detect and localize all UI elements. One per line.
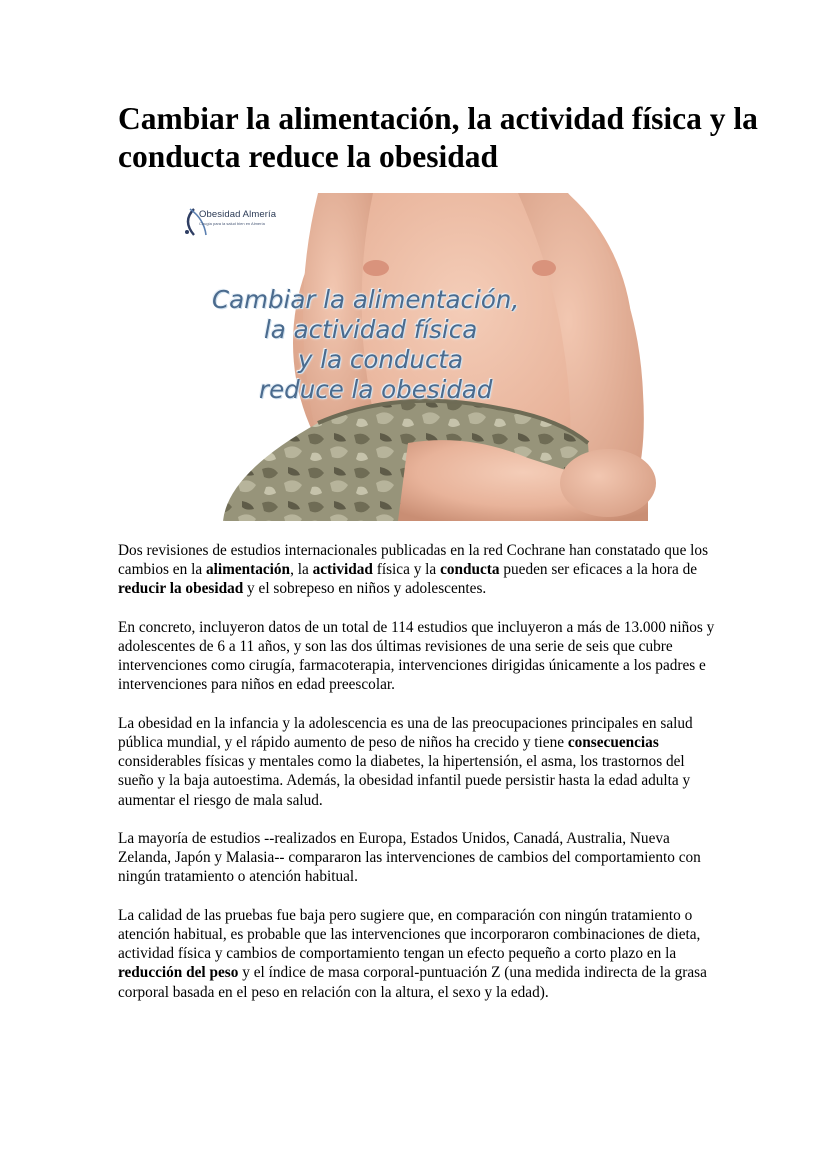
article-image (168, 193, 663, 521)
logo-name: Obesidad Almería (199, 209, 277, 220)
overlay-line-4: reduce la obesidad (259, 375, 493, 404)
paragraph-4 (118, 829, 718, 887)
overlay-line-2: la actividad física (264, 315, 478, 344)
text-run: La mayoría de estudios --realizados en Europa, Estados Unidos, Canadá, Australia, Nueva Zelanda, Japón y Malasia-- compararon las intervenciones de cambios del comportamiento con ningún tratamiento o atención habitual. (118, 830, 701, 886)
paragraph-2 (118, 618, 718, 695)
bold-keyword: conducta (440, 561, 500, 579)
text-run: considerables físicas y mentales como la diabetes, la hipertensión, el asma, los trastornos del sueño y la baja autoestima. Además, la obesidad infantil puede persistir hasta la edad adulta y aumentar el riesgo de mala salud. (118, 753, 691, 809)
text-run: En concreto, incluyeron datos de un total de 114 estudios que incluyeron a más de 13.000 niños y adolescentes de 6 a 11 años, y son las dos últimas revisiones de una serie de seis que cubre intervenciones como cirugía, farmacoterapia, intervenciones dirigidas únicamente a los padres e intervenciones para niños en edad preescolar. (118, 618, 715, 694)
text-run: pueden ser eficaces a la hora de (499, 561, 698, 579)
bold-keyword: alimentación (205, 561, 291, 579)
text-run: física y la (372, 561, 441, 579)
paragraph-3 (118, 714, 718, 810)
logo-tagline: Cirugía para la salud bien en Almería (199, 221, 265, 226)
page-title: Cambiar la alimentación, la actividad física y la conducta reduce la obesidad (118, 101, 758, 174)
bold-keyword: reducir la obesidad (118, 580, 244, 598)
text-run: La obesidad en la infancia y la adolescencia es una de las preocupaciones principales en salud pública mundial, y el rápido aumento de peso de niños ha crecido y tiene (118, 714, 693, 751)
text-run: , la (290, 561, 313, 579)
bold-keyword: reducción del peso (118, 964, 239, 982)
text-run: y el sobrepeso en niños y adolescentes. (243, 580, 487, 598)
bold-keyword: consecuencias (567, 734, 659, 751)
overlay-line-1: Cambiar la alimentación, (212, 285, 520, 314)
article-body (118, 541, 718, 1021)
overlay-line-3: y la conducta (298, 345, 464, 374)
text-run: La calidad de las pruebas fue baja pero sugiere que, en comparación con ningún tratamiento o atención habitual, es probable que las intervenciones que incorporaron combinaciones de dieta, actividad física y cambios de comportamiento tengan un efecto pequeño a corto plazo en la (118, 906, 701, 963)
bold-keyword: actividad (312, 561, 373, 579)
text-run: y el índice de masa corporal-puntuación Z (una medida indirecta de la grasa corporal basada en el peso en relación con la altura, el sexo y la edad). (118, 964, 707, 1001)
paragraph-5 (118, 906, 718, 1002)
paragraph-1 (118, 541, 718, 599)
text-run: Dos revisiones de estudios internacionales publicadas en la red Cochrane han constatado que los cambios en la (118, 542, 709, 579)
